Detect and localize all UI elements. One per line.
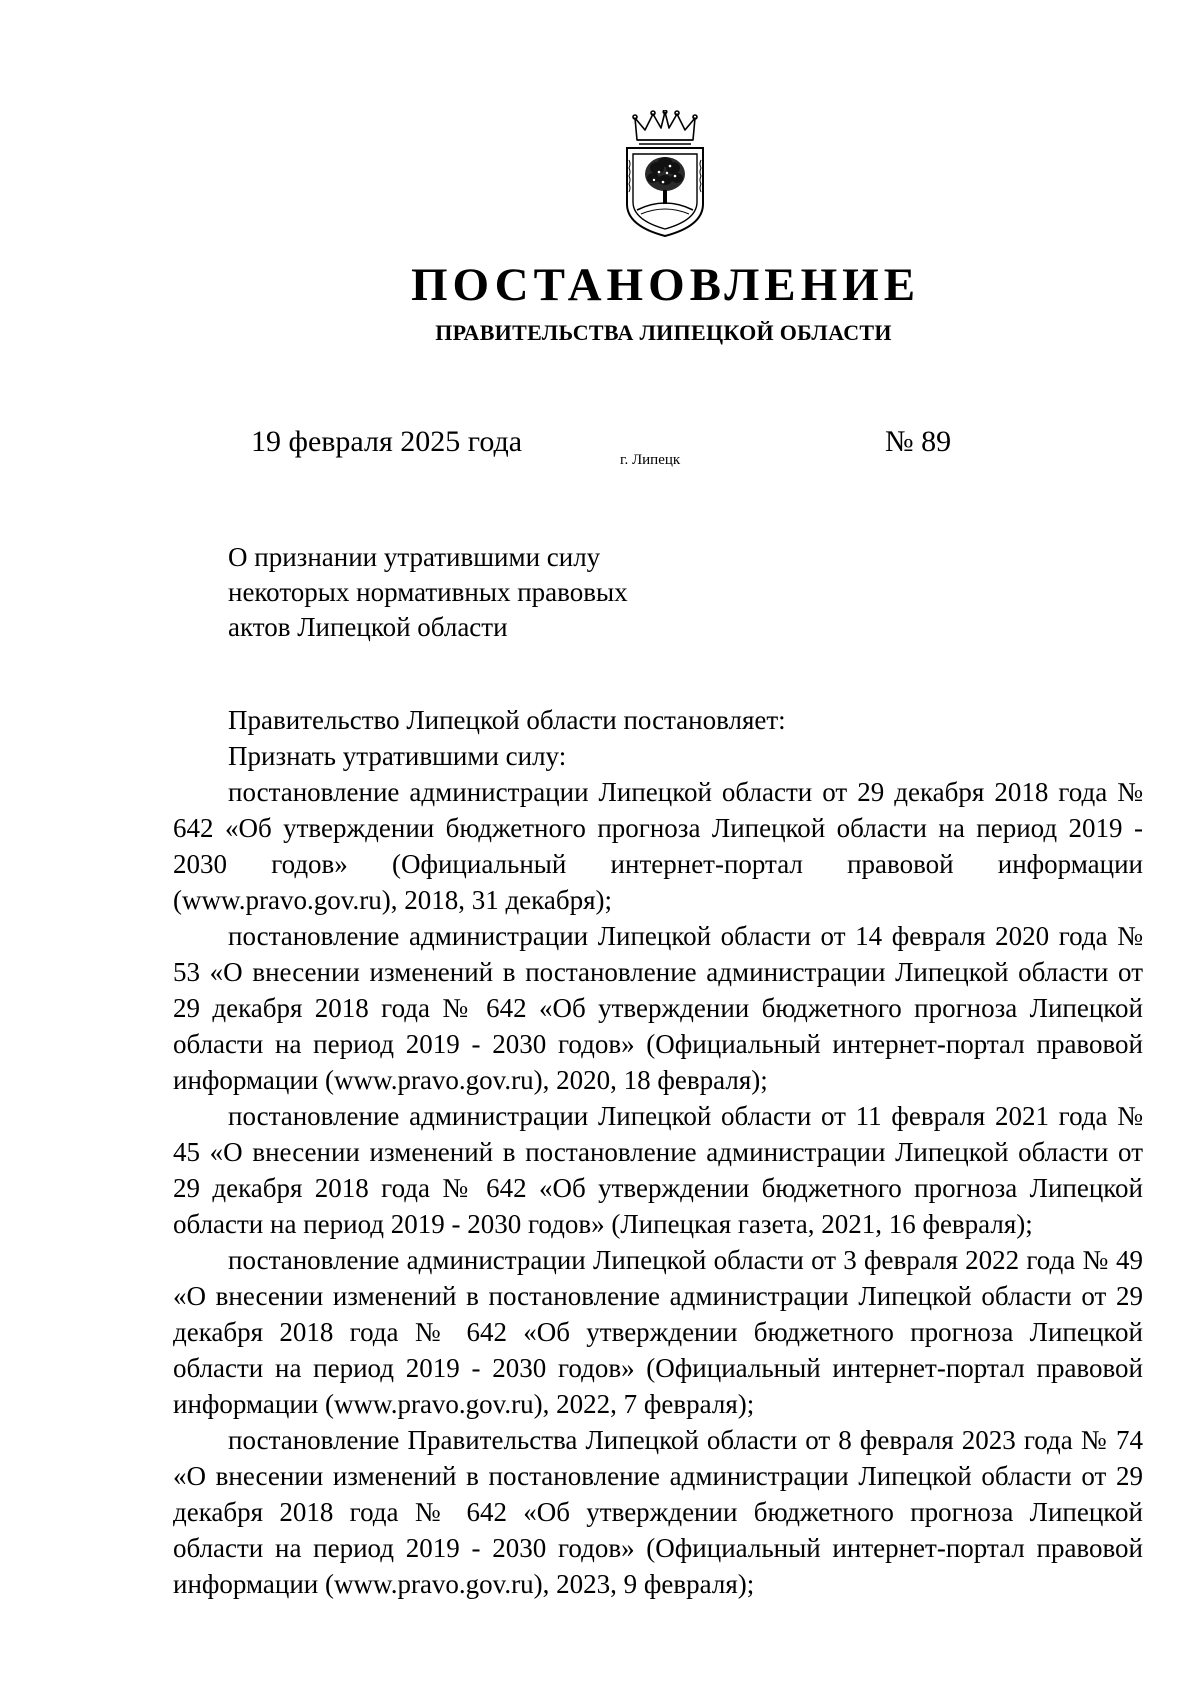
document-body bbox=[173, 702, 1143, 1602]
subject-line: некоторых нормативных правовых bbox=[228, 577, 628, 607]
document-city: г. Липецк bbox=[620, 452, 681, 468]
document-number: № 89 bbox=[885, 425, 952, 458]
subject-line: О признании утратившими силу bbox=[228, 542, 601, 572]
repealed-act-item: постановление администрации Липецкой области от 14 февраля 2020 года № 53 «О внесении изменений в постановление администрации Липецкой области от 29 декабря 2018 года № 642 «Об утверждении бюджетного прогноза Липецкой области на период 2019 - 2030 годов» (Официальный интернет-портал правовой информации (www.pravo.gov.ru), 2020, 18 февраля); bbox=[173, 921, 1143, 1095]
subject-line: актов Липецкой области bbox=[228, 612, 508, 642]
repealed-act-item: постановление администрации Липецкой области от 11 февраля 2021 года № 45 «О внесении изменений в постановление администрации Липецкой области от 29 декабря 2018 года № 642 «Об утверждении бюджетного прогноза Липецкой области на период 2019 - 2030 годов» (Липецкая газета, 2021, 16 февраля); bbox=[173, 1101, 1143, 1239]
document-date: 19 февраля 2025 года bbox=[251, 425, 523, 458]
repealed-act-item: постановление администрации Липецкой области от 3 февраля 2022 года № 49 «О внесении изменений в постановление администрации Липецкой области от 29 декабря 2018 года № 642 «Об утверждении бюджетного прогноза Липецкой области на период 2019 - 2030 годов» (Официальный интернет-портал правовой информации (www.pravo.gov.ru), 2022, 7 февраля); bbox=[173, 1245, 1143, 1419]
document-type-title: ПОСТАНОВЛЕНИЕ bbox=[410, 259, 921, 311]
document-subject bbox=[228, 540, 748, 645]
issuing-authority: ПРАВИТЕЛЬСТВА ЛИПЕЦКОЙ ОБЛАСТИ bbox=[435, 320, 892, 345]
preamble-paragraph: Правительство Липецкой области постановляет: bbox=[228, 705, 786, 735]
repealed-act-item: постановление администрации Липецкой области от 29 декабря 2018 года № 642 «Об утверждении бюджетного прогноза Липецкой области на период 2019 - 2030 годов» (Официальный интернет-портал правовой информации (www.pravo.gov.ru), 2018, 31 декабря); bbox=[173, 777, 1143, 915]
intro-paragraph: Признать утратившими силу: bbox=[228, 741, 567, 771]
repealed-act-item: постановление Правительства Липецкой области от 8 февраля 2023 года № 74 «О внесении изменений в постановление администрации Липецкой области от 29 декабря 2018 года № 642 «Об утверждении бюджетного прогноза Липецкой области на период 2019 - 2030 годов» (Официальный интернет-портал правовой информации (www.pravo.gov.ru), 2023, 9 февраля); bbox=[173, 1425, 1143, 1599]
coat-of-arms-icon bbox=[623, 110, 707, 238]
